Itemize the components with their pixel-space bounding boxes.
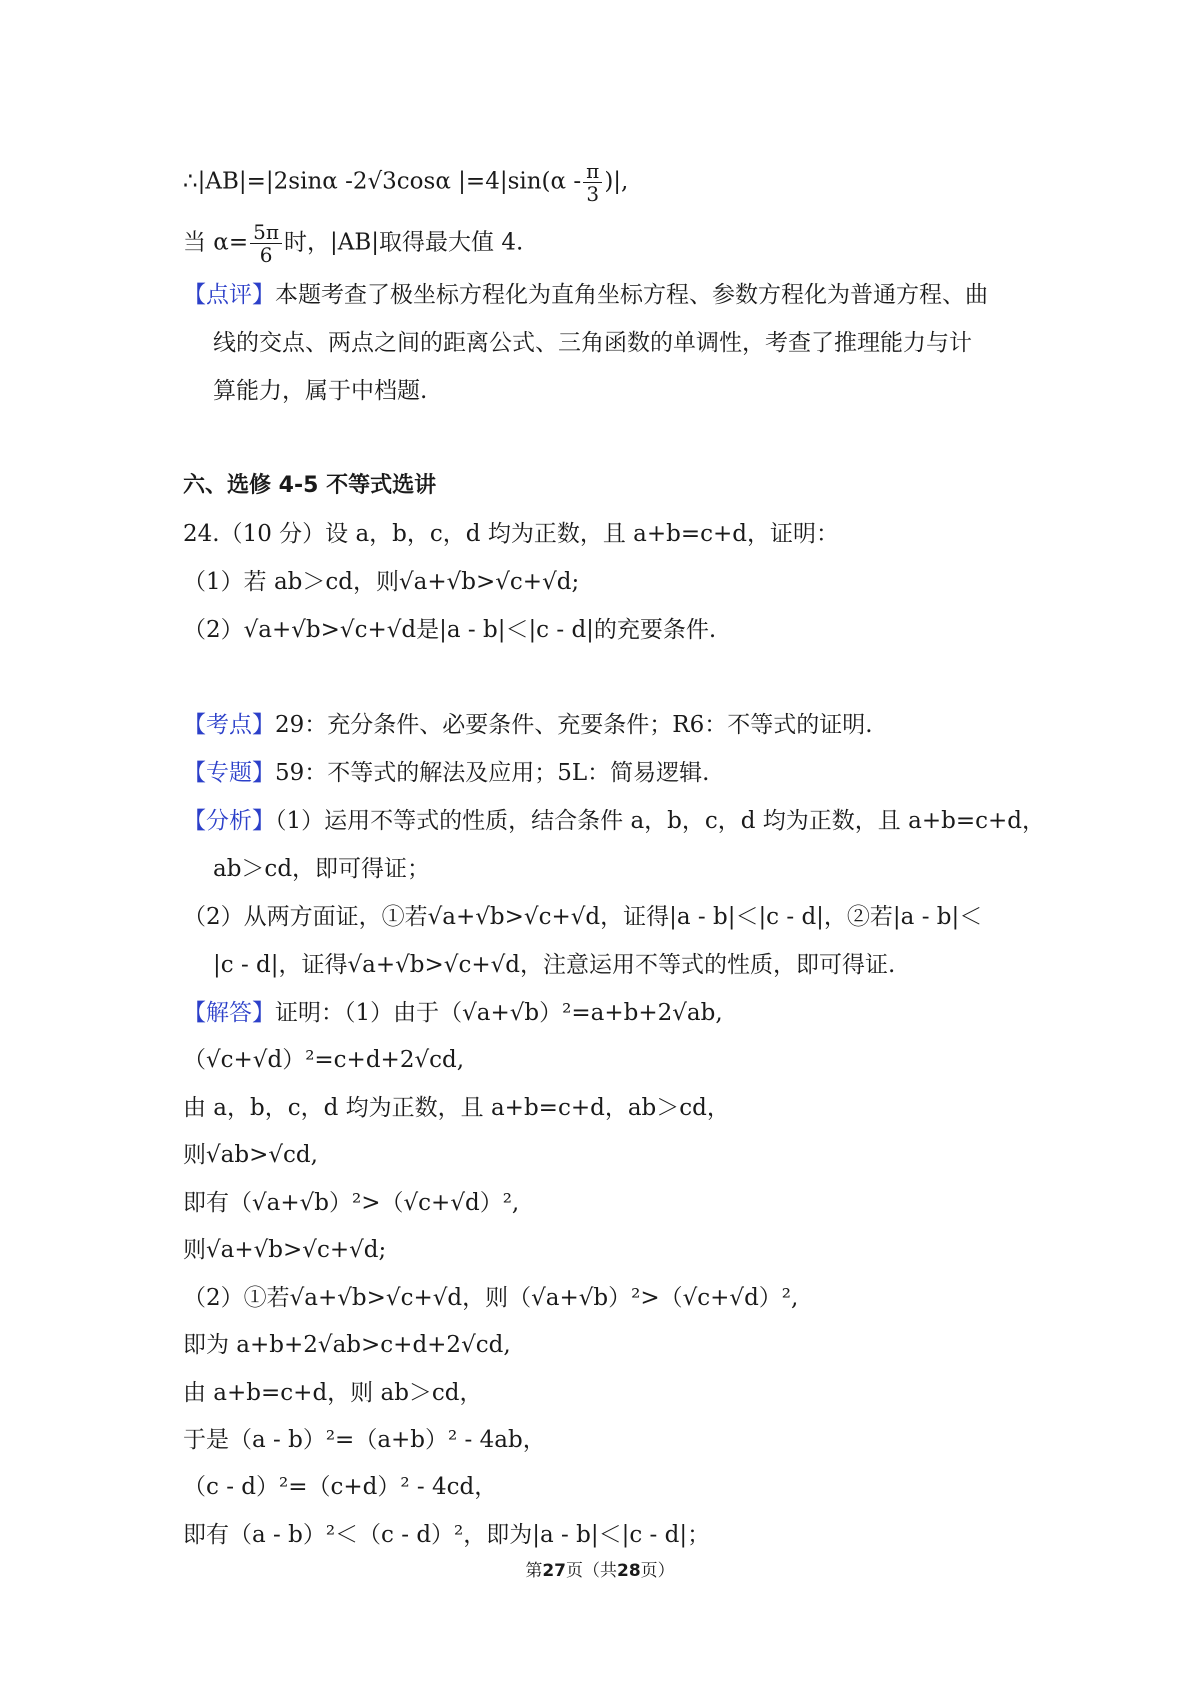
solution-line-3: 由 a，b，c，d 均为正数，且 a+b=c+d，ab＞cd，: [183, 1095, 730, 1121]
tag-knowledge-point: 【考点】: [183, 712, 275, 738]
problem-part-2: （2）√a+√b>√c+√d是|a - b|＜|c - d|的充要条件.: [183, 617, 717, 643]
analysis-line-3: （2）从两方面证，①若√a+√b>√c+√d，证得|a - b|＜|c - d|，②若|a - b|＜: [183, 904, 983, 930]
solution-line-6: 则√a+√b>√c+√d;: [183, 1237, 387, 1263]
footer-middle: 页（共: [566, 1561, 617, 1581]
topic-line: [183, 758, 1050, 788]
tag-topic: 【专题】: [183, 760, 275, 786]
solution-line-7: （2）①若√a+√b>√c+√d，则（√a+√b）²>（√c+√d）²,: [183, 1285, 799, 1311]
fraction-denominator: 6: [259, 243, 273, 267]
solution-line-9: 由 a+b=c+d，则 ab＞cd，: [183, 1380, 483, 1406]
comment-line-1: [183, 280, 1050, 310]
solution-line-5: 即有（√a+√b）²>（√c+√d）²,: [183, 1190, 520, 1216]
fraction-denominator: 3: [586, 182, 600, 206]
solution-line-11: （c - d）²=（c+d）² - 4cd，: [183, 1474, 498, 1500]
topic-text: 59：不等式的解法及应用；5L：简易逻辑.: [275, 760, 710, 786]
knowledge-point-text: 29：充分条件、必要条件、充要条件；R6：不等式的证明.: [275, 712, 873, 738]
knowledge-point-line: [183, 710, 1050, 740]
analysis-line-1: [183, 806, 1050, 836]
line-ab-distance: [183, 160, 1050, 205]
solution-text: 证明：（1）由于（√a+√b）²=a+b+2√ab,: [275, 1000, 723, 1026]
solution-line-10: 于是（a - b）²=（a+b）² - 4ab，: [183, 1427, 546, 1453]
footer-total-pages: 28: [617, 1561, 641, 1581]
footer-prefix: 第: [525, 1561, 543, 1581]
solution-line-2: （√c+√d）²=c+d+2√cd,: [183, 1047, 465, 1073]
solution-line-4: 则√ab>√cd,: [183, 1142, 318, 1168]
analysis-line-4: |c - d|，证得√a+√b>√c+√d，注意运用不等式的性质，即可得证.: [213, 952, 896, 978]
line-max-value: [183, 221, 1050, 266]
section-heading: 六、选修 4-5 不等式选讲: [183, 473, 437, 498]
formula-end: )|,: [604, 168, 629, 195]
solution-line-12: 即有（a - b）²＜（c - d）²，即为|a - b|＜|c - d|；: [183, 1522, 711, 1548]
analysis-line-2: ab＞cd，即可得证；: [213, 856, 431, 882]
problem-part-1: （1）若 ab＞cd，则√a+√b>√c+√d;: [183, 569, 580, 595]
tag-analysis: 【分析】: [183, 808, 275, 834]
tag-solution: 【解答】: [183, 1000, 275, 1026]
formula-ab: ∴|AB|=|2sinα -2√3cosα |=4|sin(α -: [183, 168, 582, 195]
page-footer: [0, 1556, 1200, 1581]
problem-24-statement: 24.（10 分）设 a，b，c，d 均为正数，且 a+b=c+d，证明：: [183, 521, 839, 547]
comment-text: 本题考查了极坐标方程化为直角坐标方程、参数方程化为普通方程、曲: [275, 282, 988, 308]
tag-comment: 【点评】: [183, 282, 275, 308]
footer-page-number: 27: [542, 1561, 566, 1581]
solution-line-8: 即为 a+b+2√ab>c+d+2√cd,: [183, 1332, 511, 1358]
fraction-numerator: π: [583, 160, 602, 183]
text-when-alpha: 当 α=: [183, 229, 249, 256]
footer-suffix: 页）: [640, 1561, 675, 1581]
fraction-numerator: 5π: [250, 221, 282, 244]
comment-line-2: 线的交点、两点之间的距离公式、三角函数的单调性，考查了推理能力与计: [213, 330, 972, 356]
analysis-text: （1）运用不等式的性质，结合条件 a，b，c，d 均为正数，且 a+b=c+d，: [275, 808, 1045, 834]
fraction-5pi-over-6: [250, 221, 282, 266]
comment-line-3: 算能力，属于中档题.: [213, 378, 428, 404]
solution-line-1: [183, 998, 1050, 1028]
fraction-pi-over-3: [583, 160, 602, 205]
text-max-value: 时，|AB|取得最大值 4.: [284, 229, 524, 256]
